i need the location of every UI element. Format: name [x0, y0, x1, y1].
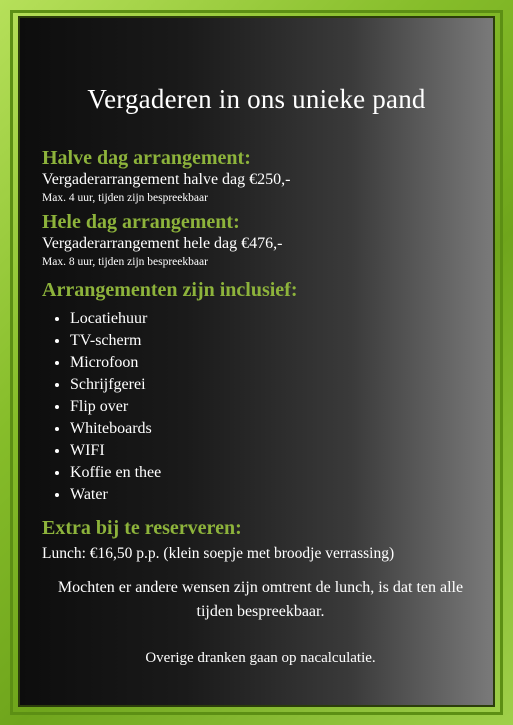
included-heading: Arrangementen zijn inclusief: — [42, 279, 298, 301]
list-item: • TV-scherm — [70, 330, 479, 352]
list-item: • Whiteboards — [70, 418, 479, 440]
list-item: • Flip over — [70, 396, 479, 418]
wishes-text: Mochten er andere wensen zijn omtrent de lunch, is dat ten alle tijden bespreekbaar. — [57, 579, 464, 620]
half-day-section — [42, 146, 479, 206]
chalkboard-panel — [18, 16, 495, 707]
list-item: • Water — [70, 484, 479, 506]
extra-heading: Extra bij te reserveren: — [42, 517, 242, 539]
list-item: • Microfoon — [70, 352, 479, 374]
full-day-price: Vergaderarrangement hele dag €476,- — [42, 235, 283, 252]
half-day-price: Vergaderarrangement halve dag €250,- — [42, 171, 291, 188]
full-day-note: Max. 8 uur, tijden zijn bespreekbaar — [42, 256, 208, 268]
list-item: • Locatiehuur — [70, 308, 479, 330]
half-day-heading: Halve dag arrangement: — [42, 147, 251, 169]
lunch-line: Lunch: €16,50 p.p. (klein soepje met broodje verrassing) — [42, 545, 395, 562]
list-item: • Koffie en thee — [70, 462, 479, 484]
list-item: • Schrijfgerei — [70, 374, 479, 396]
drinks-text: Overige dranken gaan op nacalculatie. — [145, 650, 376, 666]
included-list — [42, 308, 479, 506]
included-section — [42, 278, 479, 506]
full-day-section — [42, 210, 479, 270]
full-day-heading: Hele dag arrangement: — [42, 211, 240, 233]
list-item: • WIFI — [70, 440, 479, 462]
content-area — [42, 146, 479, 670]
half-day-note: Max. 4 uur, tijden zijn bespreekbaar — [42, 192, 208, 204]
extra-section — [42, 516, 479, 564]
page-title: Vergaderen in ons unieke pand — [87, 84, 426, 114]
